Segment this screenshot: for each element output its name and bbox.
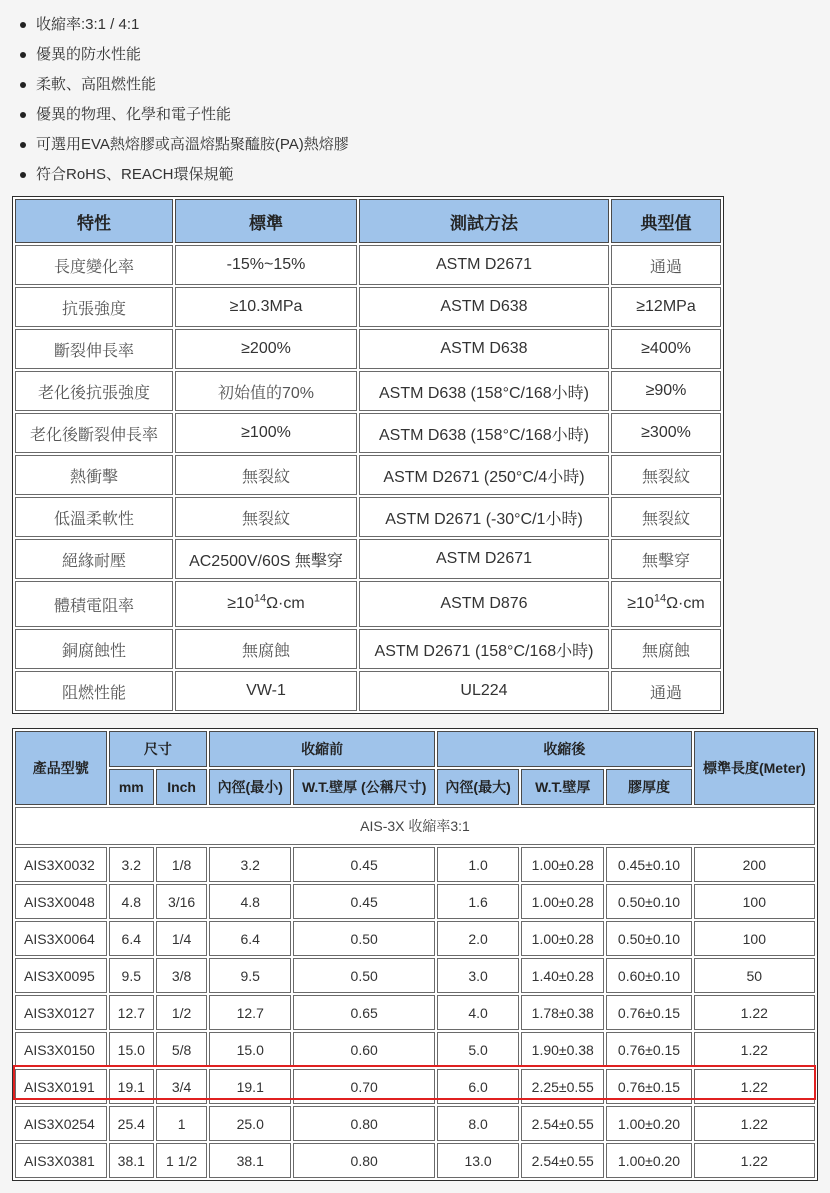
cell: 通過 [611, 245, 721, 285]
product-table [12, 728, 818, 1181]
cell: 3.0 [437, 958, 519, 993]
cell: 25.4 [109, 1106, 154, 1141]
cell: AIS3X0064 [15, 921, 107, 956]
table-row [15, 995, 815, 1030]
cell: 12.7 [209, 995, 291, 1030]
cell: ≥10.3MPa [175, 287, 357, 327]
cell: ≥400% [611, 329, 721, 369]
cell [175, 581, 357, 627]
cell: 3.2 [109, 847, 154, 882]
cell: 1.00±0.28 [521, 884, 604, 919]
spec-table [12, 196, 724, 714]
cell: 1.00±0.28 [521, 921, 604, 956]
cell: 0.50 [293, 958, 435, 993]
resistivity-unit: Ω·cm [266, 595, 305, 612]
cell: 5/8 [156, 1032, 207, 1067]
cell: 0.45 [293, 847, 435, 882]
header-after-shrink: 收縮後 [437, 731, 692, 767]
cell: 1.90±0.38 [521, 1032, 604, 1067]
cell: ≥300% [611, 413, 721, 453]
table-row [15, 371, 721, 411]
resistivity-exponent: 14 [253, 592, 267, 605]
feature-item: 優異的物理、化學和電子性能 [18, 100, 349, 130]
cell: 老化後抗張強度 [15, 371, 173, 411]
table-row [15, 329, 721, 369]
header-before-shrink: 收縮前 [209, 731, 435, 767]
header-standard: 標準 [175, 199, 357, 243]
cell: 0.76±0.15 [606, 1032, 691, 1067]
table-row [15, 629, 721, 669]
cell: 1/8 [156, 847, 207, 882]
cell: 體積電阻率 [15, 581, 173, 627]
cell: 1.6 [437, 884, 519, 919]
cell: 1.22 [694, 995, 815, 1030]
table-row [15, 847, 815, 882]
cell: ASTM D2671 (-30°C/1小時) [359, 497, 609, 537]
cell: 2.0 [437, 921, 519, 956]
header-standard-length: 標準長度(Meter) [694, 731, 815, 805]
cell: 0.45 [293, 884, 435, 919]
cell: AIS3X0381 [15, 1143, 107, 1178]
resistivity-unit: Ω·cm [666, 595, 705, 612]
header-typical: 典型值 [611, 199, 721, 243]
cell: ASTM D638 [359, 329, 609, 369]
table-row [15, 1032, 815, 1067]
header-property: 特性 [15, 199, 173, 243]
cell: UL224 [359, 671, 609, 711]
feature-item: 可選用EVA熱熔膠或高溫熔點聚醯胺(PA)熱熔膠 [18, 130, 349, 160]
cell: 0.65 [293, 995, 435, 1030]
cell: 1 [156, 1106, 207, 1141]
cell: 3/16 [156, 884, 207, 919]
cell: 19.1 [209, 1069, 291, 1104]
cell: AIS3X0254 [15, 1106, 107, 1141]
cell: 15.0 [109, 1032, 154, 1067]
cell: 19.1 [109, 1069, 154, 1104]
table-row [15, 455, 721, 495]
header-id-max: 內徑(最大) [437, 769, 519, 805]
cell: ASTM D638 (158°C/168小時) [359, 413, 609, 453]
cell: 0.50±0.10 [606, 884, 691, 919]
cell: 4.8 [209, 884, 291, 919]
cell: 斷裂伸長率 [15, 329, 173, 369]
cell: 100 [694, 884, 815, 919]
cell: 38.1 [209, 1143, 291, 1178]
cell: 38.1 [109, 1143, 154, 1178]
cell: ASTM D876 [359, 581, 609, 627]
cell: 12.7 [109, 995, 154, 1030]
cell [611, 581, 721, 627]
cell: 0.50 [293, 921, 435, 956]
cell: ASTM D2671 [359, 539, 609, 579]
cell: AIS3X0048 [15, 884, 107, 919]
cell: 8.0 [437, 1106, 519, 1141]
header-inch: Inch [156, 769, 207, 805]
cell: 2.54±0.55 [521, 1143, 604, 1178]
cell: 0.76±0.15 [606, 995, 691, 1030]
cell: AC2500V/60S 無擊穿 [175, 539, 357, 579]
cell: 4.0 [437, 995, 519, 1030]
table-row [15, 539, 721, 579]
cell: 0.70 [293, 1069, 435, 1104]
cell: 無腐蝕 [611, 629, 721, 669]
header-wall-nominal: W.T.壁厚 (公稱尺寸) [293, 769, 435, 805]
cell: 阻燃性能 [15, 671, 173, 711]
cell: AIS3X0032 [15, 847, 107, 882]
feature-list [18, 10, 349, 190]
cell: 低溫柔軟性 [15, 497, 173, 537]
cell: 1.22 [694, 1106, 815, 1141]
table-row [15, 1143, 815, 1178]
cell: 無裂紋 [611, 497, 721, 537]
resistivity-base: ≥10 [227, 595, 254, 612]
table-row [15, 581, 721, 627]
cell: ASTM D638 (158°C/168小時) [359, 371, 609, 411]
cell: 13.0 [437, 1143, 519, 1178]
cell: 無裂紋 [175, 497, 357, 537]
table-row [15, 1069, 815, 1104]
cell: 無裂紋 [175, 455, 357, 495]
cell: 200 [694, 847, 815, 882]
header-glue-thickness: 膠厚度 [606, 769, 691, 805]
feature-item: 柔軟、高阻燃性能 [18, 70, 349, 100]
cell: 無擊穿 [611, 539, 721, 579]
cell: 1/2 [156, 995, 207, 1030]
cell: 3.2 [209, 847, 291, 882]
table-row [15, 287, 721, 327]
cell: 1.78±0.38 [521, 995, 604, 1030]
cell: AIS3X0127 [15, 995, 107, 1030]
cell: 3/8 [156, 958, 207, 993]
cell: 100 [694, 921, 815, 956]
header-test-method: 測試方法 [359, 199, 609, 243]
cell: ASTM D2671 (158°C/168小時) [359, 629, 609, 669]
cell: 初始值的70% [175, 371, 357, 411]
cell: 1.22 [694, 1032, 815, 1067]
header-wall: W.T.壁厚 [521, 769, 604, 805]
cell: 1.00±0.20 [606, 1106, 691, 1141]
cell: 通過 [611, 671, 721, 711]
cell: 2.54±0.55 [521, 1106, 604, 1141]
cell: 9.5 [109, 958, 154, 993]
cell: 0.60±0.10 [606, 958, 691, 993]
cell: 長度變化率 [15, 245, 173, 285]
cell: 1.00±0.20 [606, 1143, 691, 1178]
cell: 熱衝擊 [15, 455, 173, 495]
cell: 6.4 [109, 921, 154, 956]
cell: ≥100% [175, 413, 357, 453]
table-row [15, 497, 721, 537]
cell: 1.22 [694, 1069, 815, 1104]
feature-item: 優異的防水性能 [18, 40, 349, 70]
cell: 無腐蝕 [175, 629, 357, 669]
cell: 4.8 [109, 884, 154, 919]
table-row [15, 958, 815, 993]
cell: 抗張強度 [15, 287, 173, 327]
cell: 3/4 [156, 1069, 207, 1104]
cell: 1/4 [156, 921, 207, 956]
table-row [15, 413, 721, 453]
cell: 1.40±0.28 [521, 958, 604, 993]
cell: 2.25±0.55 [521, 1069, 604, 1104]
header-id-min: 內徑(最小) [209, 769, 291, 805]
cell: 銅腐蝕性 [15, 629, 173, 669]
cell: 15.0 [209, 1032, 291, 1067]
cell: 0.80 [293, 1143, 435, 1178]
resistivity-exponent: 14 [653, 592, 667, 605]
cell: 25.0 [209, 1106, 291, 1141]
table-row [15, 921, 815, 956]
feature-item: 收縮率:3:1 / 4:1 [18, 10, 349, 40]
cell: 1 1/2 [156, 1143, 207, 1178]
cell: 老化後斷裂伸長率 [15, 413, 173, 453]
cell: ≥200% [175, 329, 357, 369]
feature-item: 符合RoHS、REACH環保規範 [18, 160, 349, 190]
header-size: 尺寸 [109, 731, 208, 767]
cell: ASTM D2671 [359, 245, 609, 285]
cell: AIS3X0191 [15, 1069, 107, 1104]
cell: 9.5 [209, 958, 291, 993]
cell: 50 [694, 958, 815, 993]
resistivity-base: ≥10 [627, 595, 654, 612]
cell: 1.22 [694, 1143, 815, 1178]
cell: 0.45±0.10 [606, 847, 691, 882]
cell: 6.4 [209, 921, 291, 956]
table-row [15, 245, 721, 285]
cell: ASTM D2671 (250°C/4小時) [359, 455, 609, 495]
cell: ≥90% [611, 371, 721, 411]
cell: VW-1 [175, 671, 357, 711]
cell: ≥12MPa [611, 287, 721, 327]
cell: 無裂紋 [611, 455, 721, 495]
cell: 0.76±0.15 [606, 1069, 691, 1104]
cell: AIS3X0095 [15, 958, 107, 993]
cell: 5.0 [437, 1032, 519, 1067]
header-mm: mm [109, 769, 154, 805]
cell: 6.0 [437, 1069, 519, 1104]
cell: 1.0 [437, 847, 519, 882]
cell: 1.00±0.28 [521, 847, 604, 882]
cell: 0.50±0.10 [606, 921, 691, 956]
cell: 絕緣耐壓 [15, 539, 173, 579]
table-row [15, 1106, 815, 1141]
table-row [15, 671, 721, 711]
cell: 0.80 [293, 1106, 435, 1141]
cell: -15%~15% [175, 245, 357, 285]
cell: ASTM D638 [359, 287, 609, 327]
cell: AIS3X0150 [15, 1032, 107, 1067]
cell: 0.60 [293, 1032, 435, 1067]
table-row [15, 884, 815, 919]
section-label: AIS-3X 收縮率3:1 [15, 807, 815, 845]
header-model: 產品型號 [15, 731, 107, 805]
